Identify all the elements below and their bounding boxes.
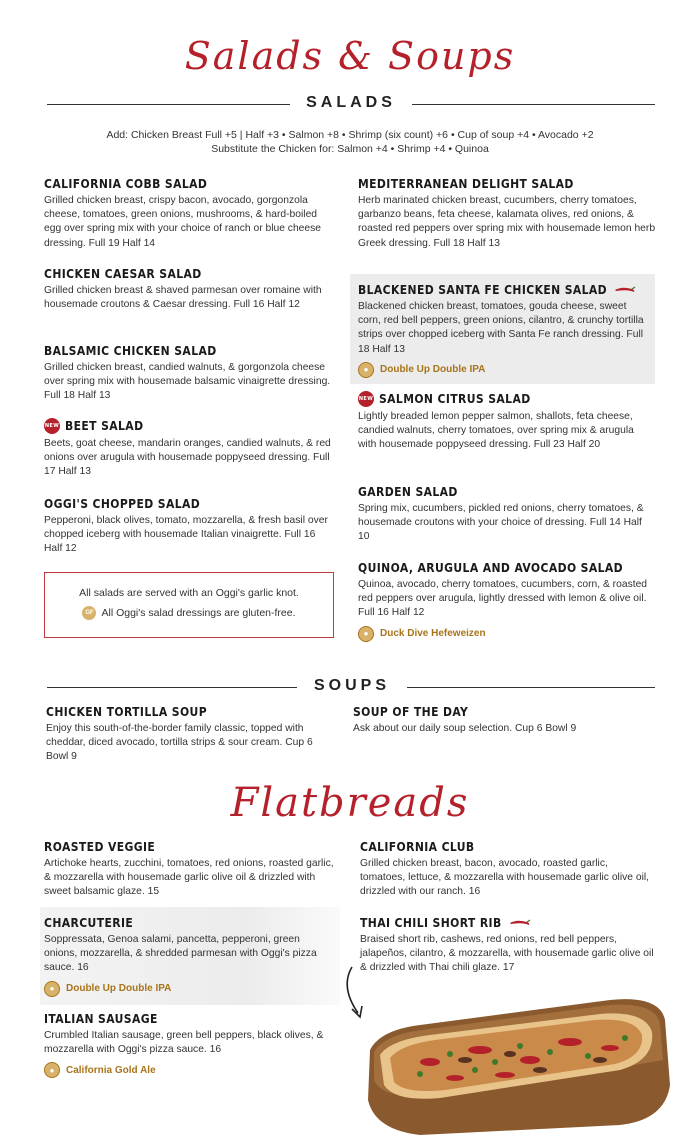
item-title-row <box>358 391 650 407</box>
menu-item-thai-chili-short-rib <box>360 916 655 976</box>
substitute-line: Substitute the Chicken for: Salmon +4 • Shrimp +4 • Quinoa <box>211 143 489 155</box>
gf-note-row <box>45 606 333 620</box>
item-desc: Artichoke hearts, zucchini, tomatoes, red onions, roasted garlic, & mozzarella with housemade garlic olive oil & drizzled with sweet balsamic glaze. 15 <box>44 858 334 898</box>
beer-icon: ● <box>358 626 374 642</box>
item-desc: Herb marinated chicken breast, cucumbers, cherry tomatoes, garbanzo beans, feta cheese, kalamata olives, red onions, & roasted red peppers over spring mix with housemade lemon herb Greek dressing. Full 18 Half 13 <box>358 195 656 249</box>
pairing-label: California Gold Ale <box>66 1064 156 1076</box>
item-title: THAI CHILI SHORT RIB <box>360 916 502 930</box>
pairing-label: Double Up Double IPA <box>380 364 486 376</box>
item-title: CALIFORNIA CLUB <box>360 840 475 854</box>
item-title: ROASTED VEGGIE <box>44 840 156 854</box>
new-badge: NEW <box>44 418 60 434</box>
item-desc: Spring mix, cucumbers, pickled red onions, cherry tomatoes, & housemade croutons with your choice of dressing. Full 14 Half 10 <box>358 503 644 543</box>
item-desc: Enjoy this south-of-the-border family classic, topped with cheddar, diced avocado, tortilla strips & sour cream. Cup 6 Bowl 9 <box>46 723 313 763</box>
salads-header <box>47 94 655 114</box>
item-desc: Lightly breaded lemon pepper salmon, shallots, feta cheese, candied walnuts, cherry tomatoes, over spring mix & arugula with housemade poppyseed dressing. Full 23 Half 20 <box>358 411 634 451</box>
item-desc: Blackened chicken breast, tomatoes, gouda cheese, sweet corn, red bell peppers, green onions, cilantro, & crunchy tortilla strips over chopped iceberg with Santa Fe ranch dressing. Full 18 Half 13 <box>358 301 644 355</box>
item-title: BEET SALAD <box>65 419 144 433</box>
beer-pairing <box>44 981 329 997</box>
item-desc: Grilled chicken breast & shaved parmesan over romaine with housemade croutons & Caesar dressing. Full 16 Half 12 <box>44 285 322 311</box>
soups-header <box>47 677 655 697</box>
item-title: CHARCUTERIE <box>44 916 134 930</box>
menu-item-garden-salad <box>358 485 650 545</box>
item-desc: Crumbled Italian sausage, green bell peppers, black olives, & mozzarella with Oggi's pizza sauce. 16 <box>44 1030 324 1056</box>
beer-icon: ● <box>44 1062 60 1078</box>
menu-item-roasted-veggie <box>44 840 334 900</box>
item-desc: Ask about our daily soup selection. Cup 6 Bowl 9 <box>353 723 577 734</box>
item-title: BALSAMIC CHICKEN SALAD <box>44 344 217 358</box>
new-badge: NEW <box>358 391 374 407</box>
beer-pairing <box>358 362 650 378</box>
flatbreads-title: Flatbreads <box>230 780 470 826</box>
menu-item-california-club <box>360 840 650 900</box>
item-title: QUINOA, ARUGULA AND AVOCADO SALAD <box>358 561 624 575</box>
beer-pairing <box>44 1062 329 1078</box>
salads-header-label: SALADS <box>306 94 396 111</box>
menu-item-balsamic-chicken <box>44 344 336 404</box>
item-desc: Grilled chicken breast, candied walnuts, & gorgonzola cheese over spring mix with housemade balsamic vinaigrette dressing. Full 18 Half 13 <box>44 362 331 402</box>
item-title: CHICKEN TORTILLA SOUP <box>46 705 208 719</box>
item-desc: Grilled chicken breast, crispy bacon, avocado, gorgonzola cheese, tomatoes, green onions, mushrooms, & hard-boiled egg over spring mix with your choice of ranch or blue cheese dressing. Full 19 Half 14 <box>44 195 322 249</box>
menu-item-chicken-caesar <box>44 267 336 312</box>
menu-item-blackened-santa-fe <box>358 283 650 378</box>
pepper-icon <box>614 286 636 294</box>
item-desc: Braised short rib, cashews, red onions, red bell peppers, jalapeños, cilantro, & mozzarella, with housemade garlic olive oil & drizzled with Thai chili glaze. 17 <box>360 934 654 974</box>
salad-note-box <box>44 572 334 638</box>
salads-soups-title: Salads & Soups <box>184 34 516 78</box>
item-title: OGGI'S CHOPPED SALAD <box>44 497 201 511</box>
item-title-row <box>358 283 650 297</box>
menu-item-quinoa-arugula <box>358 561 650 642</box>
soups-header-label: SOUPS <box>313 677 390 694</box>
item-title-row <box>44 418 336 434</box>
gf-badge: GF <box>82 606 96 620</box>
item-desc: Soppressata, Genoa salami, pancetta, pepperoni, green onions, mozzarella, & shredded parmesan with Oggi's pizza sauce. 16 <box>44 934 317 974</box>
pepper-icon <box>509 919 531 927</box>
beer-icon: ● <box>358 362 374 378</box>
item-desc: Grilled chicken breast, bacon, avocado, roasted garlic, tomatoes, lettuce, & mozzarella with housemade garlic olive oil, drizzled with our ranch. 16 <box>360 858 650 898</box>
menu-item-oggis-chopped <box>44 497 336 557</box>
menu-item-soup-of-the-day <box>353 705 653 736</box>
beer-pairing <box>358 626 650 642</box>
add-ons-line: Add: Chicken Breast Full +5 | Half +3 • Salmon +8 • Shrimp (six count) +6 • Cup of soup +4 • Avocado +2 <box>106 129 594 141</box>
gf-note: All Oggi's salad dressings are gluten-free. <box>101 606 296 619</box>
menu-item-california-cobb <box>44 177 336 251</box>
flatbread-image <box>360 990 675 1135</box>
beer-icon: ● <box>44 981 60 997</box>
item-title: MEDITERRANEAN DELIGHT SALAD <box>358 177 574 191</box>
menu-item-italian-sausage <box>44 1012 329 1078</box>
menu-item-mediterranean <box>358 177 658 251</box>
menu-item-chicken-tortilla-soup <box>46 705 336 765</box>
item-title: SALMON CITRUS SALAD <box>379 392 531 406</box>
item-title: GARDEN SALAD <box>358 485 458 499</box>
item-title: SOUP OF THE DAY <box>353 705 469 719</box>
item-title-row <box>360 916 655 930</box>
menu-item-salmon-citrus <box>358 391 650 453</box>
item-desc: Beets, goat cheese, mandarin oranges, candied walnuts, & red onions over arugula with housemade poppyseed dressing. Full 17 Half 13 <box>44 438 331 478</box>
item-desc: Pepperoni, black olives, tomato, mozzarella, & fresh basil over chopped iceberg with housemade Italian vinaigrette. Full 16 Half 12 <box>44 515 328 555</box>
garlic-knot-note: All salads are served with an Oggi's garlic knot. <box>79 587 299 599</box>
item-title: CALIFORNIA COBB SALAD <box>44 177 208 191</box>
pairing-label: Double Up Double IPA <box>66 983 172 995</box>
item-title: BLACKENED SANTA FE CHICKEN SALAD <box>358 283 608 297</box>
pairing-label: Duck Dive Hefeweizen <box>380 628 486 640</box>
menu-item-charcuterie <box>44 916 329 997</box>
item-desc: Quinoa, avocado, cherry tomatoes, cucumbers, corn, & roasted red peppers over arugula, lightly dressed with lemon & olive oil. Full 16 Half 12 <box>358 579 648 619</box>
item-title: CHICKEN CAESAR SALAD <box>44 267 202 281</box>
menu-item-beet-salad <box>44 418 336 480</box>
item-title: ITALIAN SAUSAGE <box>44 1012 158 1026</box>
